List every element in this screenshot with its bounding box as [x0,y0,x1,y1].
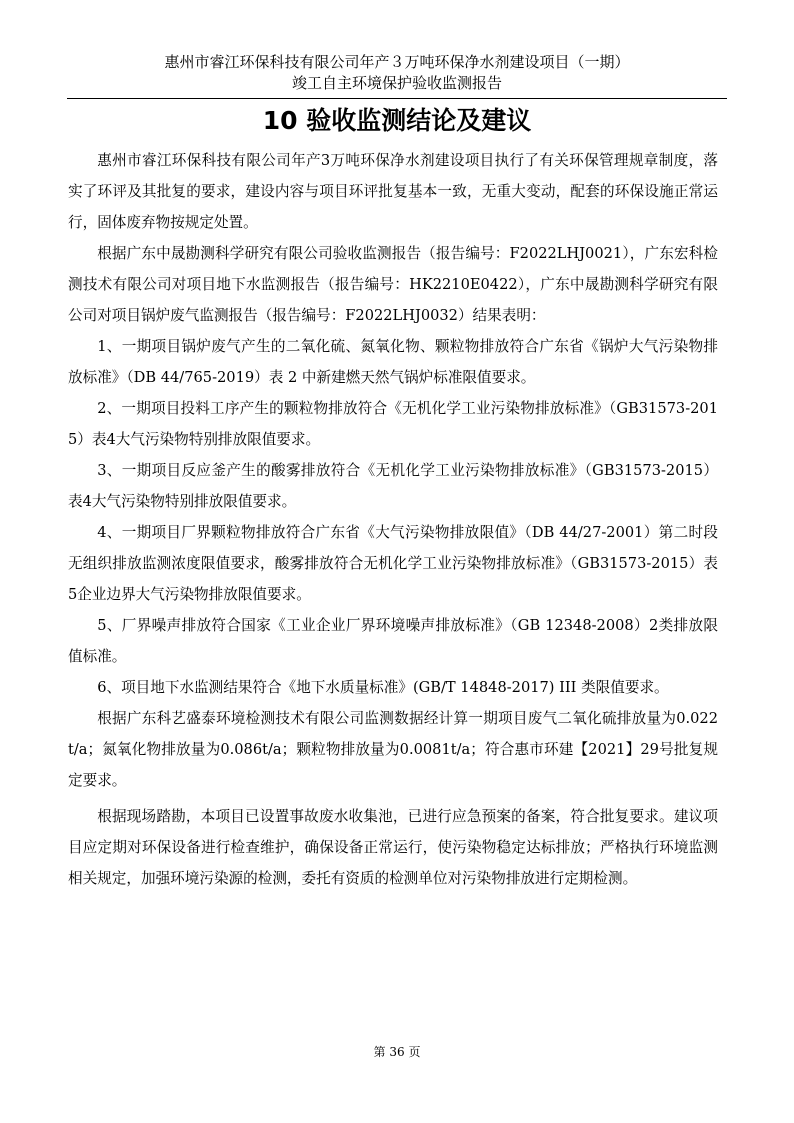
section-title: 10 验收监测结论及建议 [262,106,532,135]
list-item-3: 3、一期项目反应釜产生的酸雾排放符合《无机化学工业污染物排放标准》（GB31573-2015）表4大气污染物特别排放限值要求。 [68,462,718,510]
list-item-6: 6、项目地下水监测结果符合《地下水质量标准》(GB/T 14848-2017) III 类限值要求。 [97,679,669,696]
header-line-1: 惠州市睿江环保科技有限公司年产３万吨环保净水剂建设项目（一期） [164,53,630,71]
list-item-1: 1、一期项目锅炉废气产生的二氧化硫、氮氧化物、颗粒物排放符合广东省《锅炉大气污染物排放标准》（DB 44/765-2019）表 2 中新建燃天然气锅炉标准限值要求。 [68,338,718,386]
page-header [0,52,794,94]
report-body [68,145,718,894]
header-rule [67,98,727,99]
paragraph-conclusion: 惠州市睿江环保科技有限公司年产3万吨环保净水剂建设项目执行了有关环保管理规章制度，落实了环评及其批复的要求，建设内容与项目环评批复基本一致，无重大变动，配套的环保设施正常运行，固体废弃物按规定处置。 [68,152,718,231]
paragraph-emissions: 根据广东科艺盛泰环境检测技术有限公司监测数据经计算一期项目废气二氧化硫排放量为0.022t/a；氮氧化物排放量为0.086t/a；颗粒物排放量为0.0081t/a；符合惠市环建【2021】29号批复规定要求。 [68,710,718,789]
list-item-4: 4、一期项目厂界颗粒物排放符合广东省《大气污染物排放限值》（DB 44/27-2001）第二时段无组织排放监测浓度限值要求，酸雾排放符合无机化学工业污染物排放标准》（GB31573-2015）表5企业边界大气污染物排放限值要求。 [68,524,718,603]
list-item-5: 5、厂界噪声排放符合国家《工业企业厂界环境噪声排放标准》（GB 12348-2008）2类排放限值标准。 [68,617,718,665]
paragraph-monitoring-basis: 根据广东中晟勘测科学研究有限公司验收监测报告（报告编号：F2022LHJ0021），广东宏科检测技术有限公司对项目地下水监测报告（报告编号：HK2210E0422），广东中晟勘测科学研究有限公司对项目锅炉废气监测报告（报告编号：F2022LHJ0032）结果表明： [68,245,718,324]
page-number: 第 36 页 [373,1045,421,1059]
list-item-2: 2、一期项目投料工序产生的颗粒物排放符合《无机化学工业污染物排放标准》（GB31573-2015）表4大气污染物特别排放限值要求。 [68,400,718,448]
paragraph-suggestions: 根据现场踏勘，本项目已设置事故废水收集池，已进行应急预案的备案，符合批复要求。建议项目应定期对环保设备进行检查维护，确保设备正常运行，使污染物稳定达标排放；严格执行环境监测相关规定，加强环境污染源的检测，委托有资质的检测单位对污染物排放进行定期检测。 [68,808,718,887]
header-line-2: 竣工自主环境保护验收监测报告 [291,74,502,92]
